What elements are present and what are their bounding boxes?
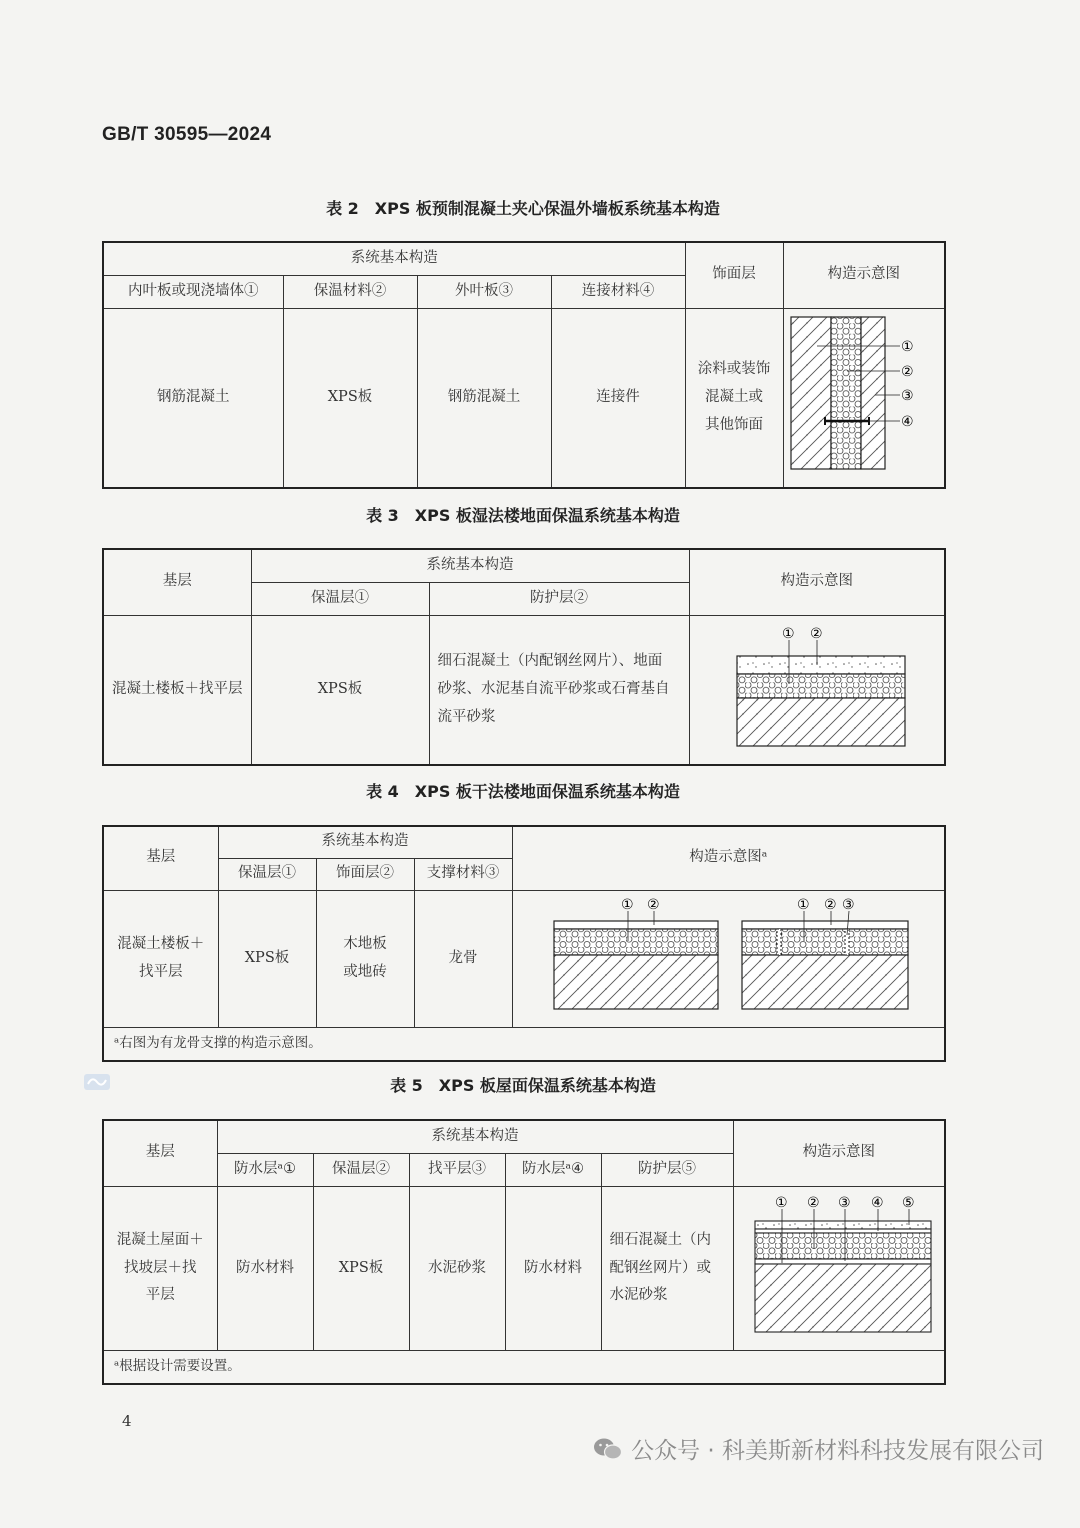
table5-col-header: 找平层③ (409, 1153, 505, 1186)
table4-note: ᵃ右图为有龙骨支撑的构造示意图。 (103, 1028, 945, 1061)
table3-col-header: 防护层② (429, 582, 689, 615)
table2-finish-header: 饰面层 (685, 242, 783, 308)
table2-diagram-cell (783, 308, 945, 488)
table4-cell-finish (316, 890, 414, 1028)
table2-finish-line: 其他饰面 (705, 416, 763, 433)
table3-group-header: 系统基本构造 (251, 549, 689, 582)
table5-group-header: 系统基本构造 (217, 1120, 733, 1153)
table2-col-header: 连接材料④ (551, 275, 685, 308)
dry-floor-diagram-left (554, 897, 718, 1009)
table2-finish-line: 涂料或装饰 (697, 361, 771, 378)
waterproof-layer-upper (755, 1229, 931, 1233)
table2-finish-line: 混凝土或 (705, 389, 763, 405)
table5-diagram-cell (733, 1186, 945, 1351)
diagram-label: ② (900, 363, 914, 380)
dry-floor-diagram-right (742, 897, 908, 1009)
finish-layer (554, 921, 718, 929)
protection-layer (737, 656, 905, 674)
inner-leaf-layer (791, 317, 831, 469)
diagram-label: ② (824, 896, 837, 913)
table2-cell-outer-leaf: 钢筋混凝土 (417, 308, 551, 488)
table5-protection-line: 水泥砂浆 (609, 1287, 668, 1304)
table4-base-line: 找平层 (139, 963, 183, 980)
table3-protection-line: 砂浆、水泥基自流平砂浆或石膏基自 (437, 681, 670, 697)
diagram-label: ① (781, 625, 795, 642)
table5-base-line: 平层 (145, 1287, 175, 1304)
table5-protection-line: 细石混凝土（内 (609, 1231, 711, 1248)
table5-diagram-header: 构造示意图 (733, 1120, 945, 1186)
table4-col-header: 保温层① (218, 858, 316, 890)
slab-layer (742, 955, 908, 1009)
table5-col-header: 防水层ᵃ① (217, 1153, 313, 1186)
table4-col-header: 饰面层② (316, 858, 414, 890)
table2-col-header: 内叶板或现浇墙体① (103, 275, 283, 308)
table2-cell-finish (685, 308, 783, 488)
insulation-layer (755, 1233, 931, 1259)
table3-base-header: 基层 (103, 549, 251, 615)
diagram-label: ② (647, 896, 660, 913)
table2-cell-insulation: XPS板 (283, 308, 417, 488)
table5-col-header: 防护层⑤ (601, 1153, 733, 1186)
table2-col-header: 保温材料② (283, 275, 417, 308)
table5-cell-base (103, 1186, 217, 1351)
diagram-label: ① (621, 896, 634, 913)
table2-caption: 表 2 XPS 板预制混凝土夹心保温外墙板系统基本构造 (326, 199, 720, 218)
table3-col-header: 保温层① (251, 582, 429, 615)
table3 (102, 548, 946, 766)
table5-cell-leveling: 水泥砂浆 (409, 1186, 505, 1351)
table5-caption: 表 5 XPS 板屋面保温系统基本构造 (390, 1076, 656, 1095)
table5-base-header: 基层 (103, 1120, 217, 1186)
table5-base-line: 混凝土屋面＋ (116, 1231, 204, 1248)
insulation-layer (742, 929, 908, 955)
table3-protection-line: 细石混凝土（内配钢丝网片）、地面 (437, 653, 663, 670)
table4-cell-base (103, 890, 218, 1028)
table5-base-line: 找坡层＋找 (124, 1259, 197, 1276)
table3-diagram-header: 构造示意图 (689, 549, 945, 615)
protection-layer (755, 1221, 931, 1229)
watermark-text: 公众号 · 科美斯新材料科技发展有限公司 (631, 1438, 1044, 1464)
table2-group-header: 系统基本构造 (103, 242, 685, 275)
table4-diagram-header: 构造示意图ᵃ (512, 826, 945, 890)
diagram-label: ⑤ (901, 1194, 915, 1211)
table4-caption: 表 4 XPS 板干法楼地面保温系统基本构造 (366, 782, 680, 801)
insulation-layer (737, 674, 905, 698)
table3-caption: 表 3 XPS 板湿法楼地面保温系统基本构造 (366, 506, 680, 525)
diagram-label: ① (774, 1194, 788, 1211)
slab-layer (737, 698, 905, 746)
wall-panel-diagram (789, 313, 939, 473)
diagram-label: ③ (837, 1194, 851, 1211)
table3-cell-protection (429, 615, 689, 765)
insulation-layer (554, 929, 718, 955)
table2-diagram-header: 构造示意图 (783, 242, 945, 308)
table2-cell-inner-leaf: 钢筋混凝土 (103, 308, 283, 488)
table4-finish-line: 或地砖 (343, 963, 387, 980)
table5-cell-protection (601, 1186, 733, 1351)
table5-cell-waterproof1: 防水材料 (217, 1186, 313, 1351)
table4-cell-support: 龙骨 (414, 890, 512, 1028)
finish-layer (742, 921, 908, 929)
table4-base-line: 混凝土楼板＋ (117, 936, 205, 953)
leveling-layer (755, 1259, 931, 1264)
table3-cell-insulation: XPS板 (251, 615, 429, 765)
table5-note: ᵃ根据设计需要设置。 (103, 1351, 945, 1384)
diagram-label: ③ (900, 387, 914, 404)
table5-col-header: 防水层ᵃ④ (505, 1153, 601, 1186)
table4-base-header: 基层 (103, 826, 218, 890)
table4-finish-line: 木地板 (343, 936, 387, 953)
table5 (102, 1119, 946, 1385)
table4 (102, 825, 946, 1062)
roof-diagram (739, 1191, 939, 1336)
wechat-icon (593, 1436, 623, 1462)
insulation-layer (831, 317, 861, 469)
table3-cell-base: 混凝土楼板＋找平层 (103, 615, 251, 765)
page-number: 4 (122, 1412, 132, 1430)
standard-code: GB/T 30595—2024 (102, 124, 272, 145)
table4-cell-insulation: XPS板 (218, 890, 316, 1028)
table5-protection-line: 配钢丝网片）或 (609, 1259, 711, 1276)
diagram-label: ② (809, 625, 823, 642)
table5-col-header: 保温层② (313, 1153, 409, 1186)
table4-diagram-cell (512, 890, 945, 1028)
diagram-label: ③ (842, 896, 855, 913)
joist-mark (777, 929, 781, 955)
table5-cell-waterproof2: 防水材料 (505, 1186, 601, 1351)
table5-cell-insulation: XPS板 (313, 1186, 409, 1351)
outer-leaf-layer (861, 317, 885, 469)
roof-slab-layer (755, 1264, 931, 1332)
table2-col-header: 外叶板③ (417, 275, 551, 308)
diagram-label: ④ (870, 1194, 884, 1211)
wet-floor-diagram (697, 620, 937, 750)
table2-cell-connector: 连接件 (551, 308, 685, 488)
table4-group-header: 系统基本构造 (218, 826, 512, 858)
diagram-label: ① (797, 896, 810, 913)
table3-protection-line: 流平砂浆 (437, 708, 496, 725)
dry-floor-diagrams (518, 895, 938, 1013)
table2 (102, 241, 946, 489)
diagram-label: ④ (900, 413, 914, 430)
watermark (593, 1432, 1044, 1465)
slab-layer (554, 955, 718, 1009)
diagram-label: ① (900, 338, 914, 355)
diagram-label: ② (806, 1194, 820, 1211)
table3-diagram-cell (689, 615, 945, 765)
table4-col-header: 支撑材料③ (414, 858, 512, 890)
